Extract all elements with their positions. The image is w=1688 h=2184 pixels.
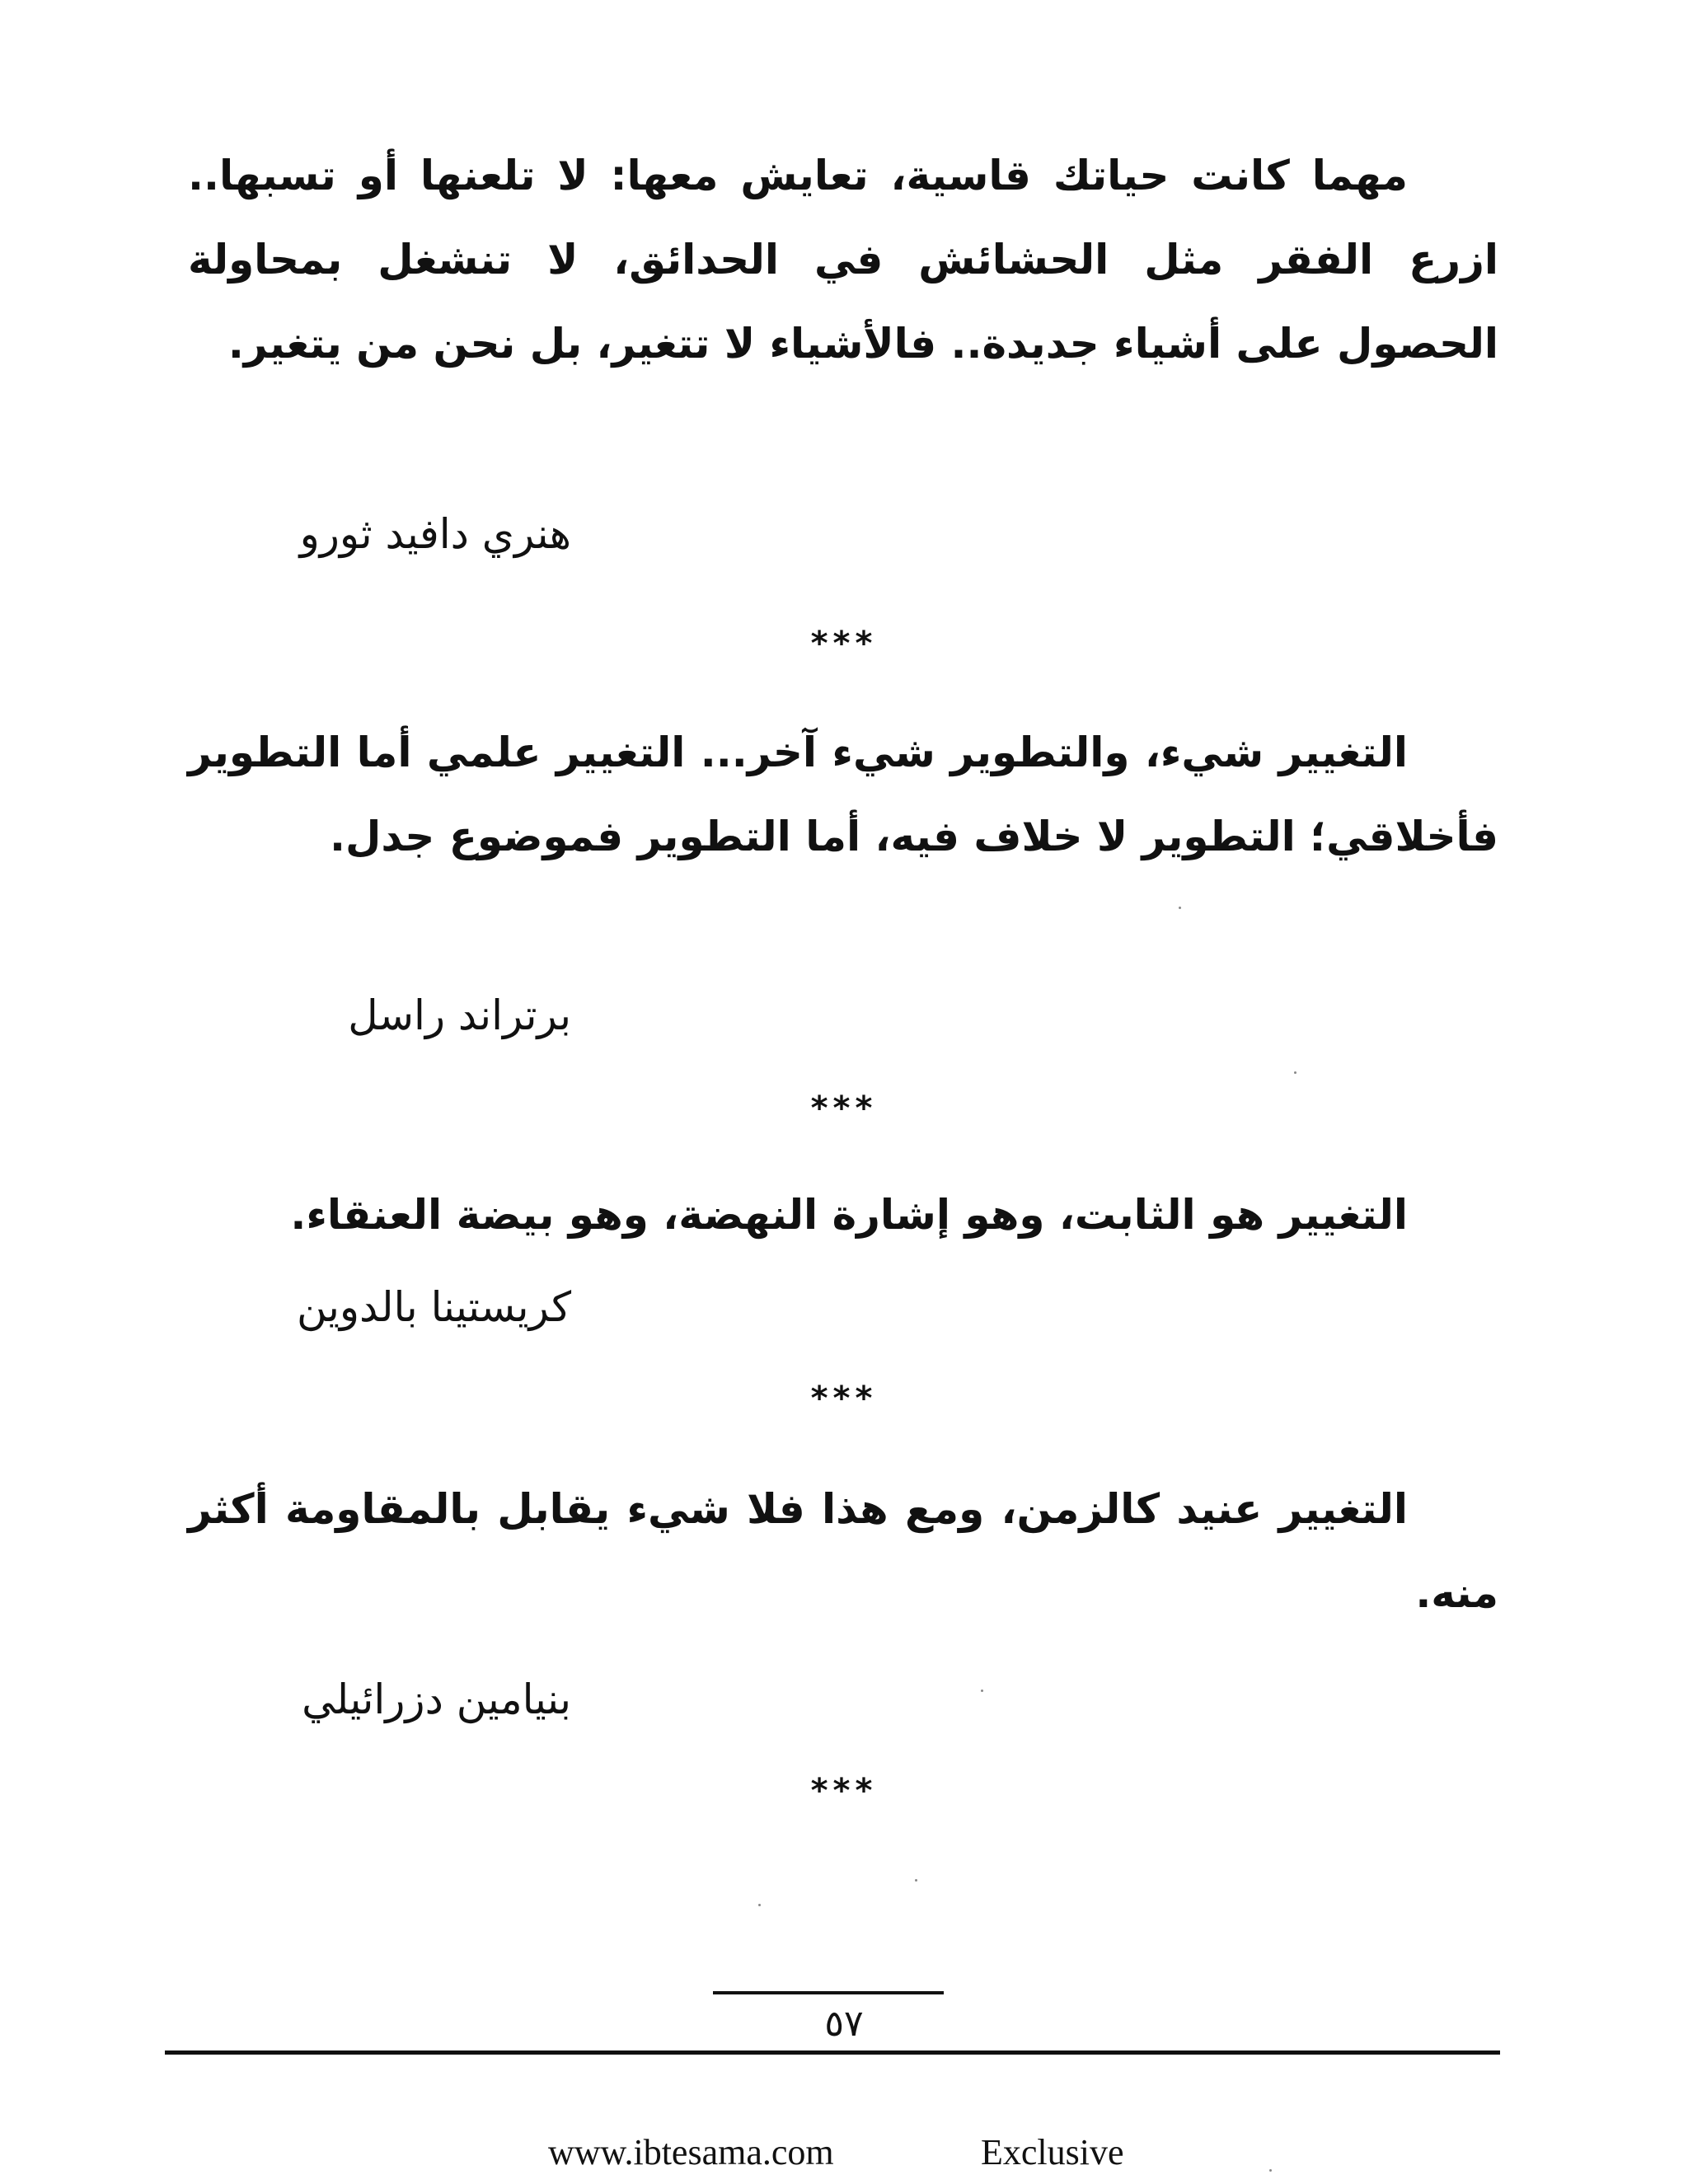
scan-speck bbox=[1269, 2169, 1272, 2172]
scan-speck bbox=[981, 1690, 983, 1692]
scan-speck bbox=[1294, 1071, 1296, 1074]
separator-1: *** bbox=[810, 625, 878, 663]
separator-3: *** bbox=[810, 1380, 878, 1418]
scan-speck bbox=[1179, 907, 1181, 909]
quote-4-text: التغيير عنيد كالزمن، ومع هذا فلا شيء يقابل بالمقاومة أكثر منه. bbox=[188, 1485, 1498, 1617]
quote-1-text: مهما كانت حياتك قاسية، تعايش معها: لا تلعنها أو تسبها.. ازرع الفقر مثل الحشائش في الحدائق، لا تنشغل بمحاولة الحصول على أشياء جديدة.. فالأشياء لا تتغير، بل نحن من يتغير. bbox=[188, 152, 1498, 368]
footer-site: www.ibtesama.com bbox=[548, 2132, 834, 2172]
quote-2-author: برتراند راسل bbox=[348, 991, 571, 1039]
footer-rule bbox=[165, 2050, 1500, 2055]
quote-2-text: التغيير شيء، والتطوير شيء آخر... التغيير علمي أما التطوير فأخلاقي؛ التطوير لا خلاف فيه، أما التطوير فموضوع جدل. bbox=[188, 729, 1498, 860]
page-number-rule bbox=[713, 1991, 944, 1994]
scan-speck bbox=[915, 1879, 917, 1882]
quote-1-author: هنري دافيد ثورو bbox=[299, 510, 571, 558]
quote-3-text: التغيير هو الثابت، وهو إشارة النهضة، وهو بيضة العنقاء. bbox=[290, 1191, 1408, 1239]
separator-4: *** bbox=[810, 1772, 878, 1810]
separator-2: *** bbox=[810, 1090, 878, 1127]
footer-tag: Exclusive bbox=[981, 2132, 1124, 2172]
page-number: ٥٧ bbox=[824, 2003, 864, 2045]
scan-speck bbox=[758, 1904, 761, 1906]
quote-4-author: بنيامين دزرائيلي bbox=[302, 1675, 571, 1723]
quote-3-author: كريستينا بالدوين bbox=[296, 1283, 571, 1331]
